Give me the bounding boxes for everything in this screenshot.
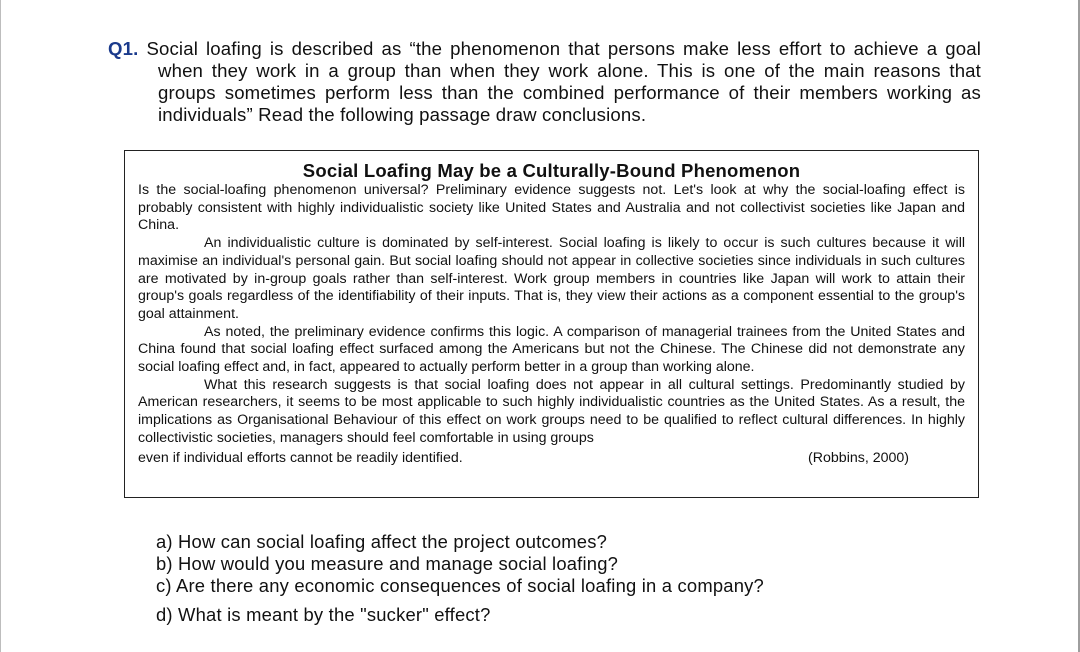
question-q1 xyxy=(108,38,981,126)
passage-title: Social Loafing May be a Culturally-Bound Phenomenon xyxy=(302,160,801,181)
passage-paragraph-1: Is the social-loafing phenomenon universal? Preliminary evidence suggests not. Let's look at why the social-loafing effect is probably consistent with highly individualistic society like United States and Australia and not collectivist societies like Japan and China. xyxy=(138,182,965,234)
subquestion-c: c) Are there any economic consequences of social loafing in a company? xyxy=(156,575,764,596)
subquestion-list xyxy=(156,531,764,626)
passage-paragraph-4: What this research suggests is that social loafing does not appear in all cultural settings. Predominantly studied by American researchers, it seems to be most applicable to such highly individualistic countries as the United States. As a result, the implications as Organisational Behaviour of this effect on work groups need to be qualified to reflect cultural differences. In highly collectivistic societies, managers should feel comfortable in using groups xyxy=(138,376,965,446)
passage-paragraph-2: An individualistic culture is dominated by self-interest. Social loafing is likely to occur is such cultures because it will maximise an individual's personal gain. But social loafing should not appear in collective societies since individuals in such cultures are motivated by in-group goals rather than self-interest. Work group members in countries like Japan will work to attain their group's goals regardless of the identifiability of their inputs. That is, they view their actions as a component essential to the group's goal attainment. xyxy=(138,235,965,322)
passage-body xyxy=(138,182,965,468)
passage-citation: (Robbins, 2000) xyxy=(808,449,909,466)
question-text: Social loafing is described as “the phenomenon that persons make less effort to achieve a goal when they work in a group than when they work alone. This is one of the main reasons that groups sometimes perform less than the combined performance of their members working as individuals” Read the following passage draw conclusions. xyxy=(146,38,981,125)
question-number: Q1. xyxy=(108,38,139,59)
subquestion-b: b) How would you measure and manage social loafing? xyxy=(156,553,619,574)
page-left-border xyxy=(0,0,1,652)
passage-closing-line xyxy=(138,448,965,468)
passage-paragraph-3: As noted, the preliminary evidence confirms this logic. A comparison of managerial trainees from the United States and China found that social loafing effect surfaced among the Americans but not the Chinese. The Chinese did not demonstrate any social loafing effect and, in fact, appeared to actually perform better in a group than working alone. xyxy=(138,323,965,376)
passage-last-line: even if individual efforts cannot be readily identified. xyxy=(138,449,463,466)
subquestion-a: a) How can social loafing affect the project outcomes? xyxy=(156,531,608,552)
subquestion-d: d) What is meant by the "sucker" effect? xyxy=(156,604,491,625)
passage-box xyxy=(124,150,979,498)
